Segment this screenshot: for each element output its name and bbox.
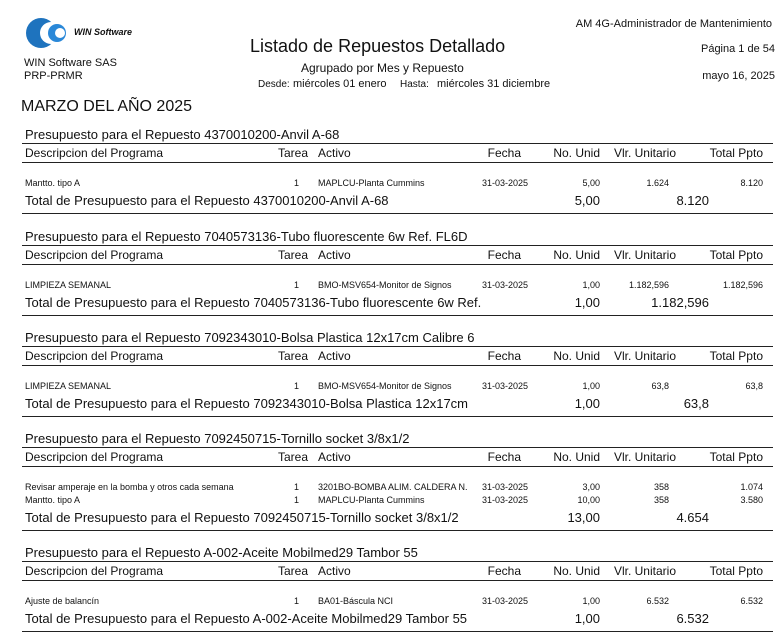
cell-vlr: 6.532 <box>646 596 669 606</box>
repuesto-section <box>0 545 777 642</box>
cell-unid: 10,00 <box>577 495 600 505</box>
report-subtitle: Agrupado por Mes y Repuesto <box>301 61 464 75</box>
section-total-value: 6.532 <box>676 611 709 626</box>
col-total: Total Ppto <box>709 450 763 464</box>
repuesto-section <box>0 330 777 430</box>
col-activo: Activo <box>318 146 351 160</box>
logo-text: WIN Software <box>74 27 133 37</box>
col-unid: No. Unid <box>553 450 600 464</box>
cell-activo: 3201BO-BOMBA ALIM. CALDERA N. <box>318 482 468 492</box>
divider <box>22 143 773 144</box>
cell-fecha: 31-03-2025 <box>481 482 528 492</box>
section-title: Presupuesto para el Repuesto 4370010200-Anvil A-68 <box>25 127 340 142</box>
section-total-unid: 5,00 <box>574 193 600 208</box>
cell-tarea: 1 <box>294 280 300 290</box>
company-code: PRP-PRMR <box>24 70 83 82</box>
divider <box>22 264 773 265</box>
section-total-value: 4.654 <box>676 510 709 525</box>
divider <box>22 213 773 214</box>
section-title: Presupuesto para el Repuesto A-002-Aceite Mobilmed29 Tambor 55 <box>25 545 418 560</box>
cell-tarea: 1 <box>294 495 300 505</box>
col-programa: Descripcion del Programa <box>25 450 164 464</box>
section-total-unid: 1,00 <box>574 396 600 411</box>
col-activo: Activo <box>318 450 351 464</box>
col-programa: Descripcion del Programa <box>25 146 164 160</box>
cell-activo: BMO-MSV654-Monitor de Signos <box>318 381 452 391</box>
col-vlr: Vlr. Unitario <box>613 564 676 578</box>
divider <box>22 162 773 163</box>
cell-unid: 1,00 <box>582 596 600 606</box>
col-programa: Descripcion del Programa <box>25 564 164 578</box>
divider <box>22 561 773 562</box>
col-vlr: Vlr. Unitario <box>613 146 676 160</box>
repuesto-section <box>0 127 777 227</box>
col-vlr: Vlr. Unitario <box>613 349 676 363</box>
cell-unid: 1,00 <box>582 381 600 391</box>
col-total: Total Ppto <box>709 146 763 160</box>
cell-vlr: 1.182,596 <box>628 280 669 290</box>
col-tarea: Tarea <box>278 248 309 262</box>
section-total-label: Total de Presupuesto para el Repuesto 7092343010-Bolsa Plastica 12x17cm <box>25 396 469 411</box>
col-total: Total Ppto <box>709 349 763 363</box>
cell-activo: BMO-MSV654-Monitor de Signos <box>318 280 452 290</box>
cell-vlr: 358 <box>653 495 669 505</box>
divider <box>22 346 773 347</box>
divider <box>22 580 773 581</box>
cell-fecha: 31-03-2025 <box>481 381 528 391</box>
cell-programa: Mantto. tipo A <box>25 495 81 505</box>
print-date: mayo 16, 2025 <box>702 70 775 82</box>
hasta-value: miércoles 31 diciembre <box>437 78 551 90</box>
cell-programa: LIMPIEZA SEMANAL <box>25 280 112 290</box>
col-unid: No. Unid <box>553 564 600 578</box>
cell-fecha: 31-03-2025 <box>481 280 528 290</box>
cell-total: 6.532 <box>740 596 763 606</box>
cell-unid: 3,00 <box>582 482 600 492</box>
cell-activo: MAPLCU-Planta Cummins <box>318 178 425 188</box>
col-activo: Activo <box>318 564 351 578</box>
report-title: Listado de Repuestos Detallado <box>250 36 506 56</box>
divider <box>22 365 773 366</box>
page-number: Página 1 de 54 <box>700 43 775 55</box>
cell-activo: BA01-Báscula NCI <box>318 596 394 606</box>
cell-tarea: 1 <box>294 178 300 188</box>
cell-tarea: 1 <box>294 381 300 391</box>
col-fecha: Fecha <box>487 146 521 160</box>
section-total-unid: 1,00 <box>574 295 600 310</box>
divider <box>22 530 773 531</box>
col-fecha: Fecha <box>487 248 521 262</box>
month-title: MARZO DEL AÑO 2025 <box>21 98 193 115</box>
section-total-value: 8.120 <box>676 193 709 208</box>
col-tarea: Tarea <box>278 349 309 363</box>
cell-total: 63,8 <box>745 381 763 391</box>
section-title: Presupuesto para el Repuesto 7092343010-Bolsa Plastica 12x17cm Calibre 6 <box>25 330 475 345</box>
cell-fecha: 31-03-2025 <box>481 495 528 505</box>
cell-programa: Revisar amperaje en la bomba y otros cada semana <box>25 482 234 492</box>
company-name: WIN Software SAS <box>24 57 117 69</box>
section-total-value: 1.182,596 <box>651 295 709 310</box>
col-tarea: Tarea <box>278 564 309 578</box>
section-total-label: Total de Presupuesto para el Repuesto A-002-Aceite Mobilmed29 Tambor 55 <box>25 611 468 626</box>
cell-total: 3.580 <box>740 495 763 505</box>
col-programa: Descripcion del Programa <box>25 248 164 262</box>
col-activo: Activo <box>318 248 351 262</box>
section-total-label: Total de Presupuesto para el Repuesto 7092450715-Tornillo socket 3/8x1/2 <box>25 510 459 525</box>
col-unid: No. Unid <box>553 146 600 160</box>
section-total-value: 63,8 <box>683 396 709 411</box>
section-total-label: Total de Presupuesto para el Repuesto 4370010200-Anvil A-68 <box>25 193 389 208</box>
cell-total: 1.074 <box>740 482 763 492</box>
cell-activo: MAPLCU-Planta Cummins <box>318 495 425 505</box>
company-logo <box>24 17 144 49</box>
divider <box>22 631 773 632</box>
cell-vlr: 358 <box>653 482 669 492</box>
col-fecha: Fecha <box>487 349 521 363</box>
col-unid: No. Unid <box>553 248 600 262</box>
cell-fecha: 31-03-2025 <box>481 596 528 606</box>
repuesto-section <box>0 431 777 541</box>
section-total-unid: 13,00 <box>567 510 600 525</box>
cell-vlr: 63,8 <box>651 381 669 391</box>
cell-programa: LIMPIEZA SEMANAL <box>25 381 112 391</box>
desde-value: miércoles 01 enero <box>293 78 387 90</box>
divider <box>22 447 773 448</box>
col-fecha: Fecha <box>487 450 521 464</box>
cell-programa: Ajuste de balancín <box>25 596 100 606</box>
cell-fecha: 31-03-2025 <box>481 178 528 188</box>
cell-unid: 1,00 <box>582 280 600 290</box>
cell-tarea: 1 <box>294 482 300 492</box>
col-unid: No. Unid <box>553 349 600 363</box>
cell-total: 8.120 <box>740 178 763 188</box>
cell-programa: Mantto. tipo A <box>25 178 81 188</box>
divider <box>22 466 773 467</box>
divider <box>22 315 773 316</box>
section-total-label: Total de Presupuesto para el Repuesto 7040573136-Tubo fluorescente 6w Ref. <box>25 295 482 310</box>
desde-label: Desde: <box>258 79 290 90</box>
col-total: Total Ppto <box>709 564 763 578</box>
cell-unid: 5,00 <box>582 178 600 188</box>
section-title: Presupuesto para el Repuesto 7040573136-Tubo fluorescente 6w Ref. FL6D <box>25 229 468 244</box>
col-fecha: Fecha <box>487 564 521 578</box>
col-tarea: Tarea <box>278 450 309 464</box>
col-activo: Activo <box>318 349 351 363</box>
section-total-unid: 1,00 <box>574 611 600 626</box>
cell-tarea: 1 <box>294 596 300 606</box>
divider <box>22 245 773 246</box>
cell-total: 1.182,596 <box>722 280 763 290</box>
col-programa: Descripcion del Programa <box>25 349 164 363</box>
divider <box>22 416 773 417</box>
section-title: Presupuesto para el Repuesto 7092450715-Tornillo socket 3/8x1/2 <box>25 431 410 446</box>
col-total: Total Ppto <box>709 248 763 262</box>
col-vlr: Vlr. Unitario <box>613 248 676 262</box>
cell-vlr: 1.624 <box>646 178 669 188</box>
report-user: AM 4G-Administrador de Mantenimiento <box>575 18 772 30</box>
hasta-label: Hasta: <box>400 79 429 90</box>
repuesto-section <box>0 229 777 329</box>
col-tarea: Tarea <box>278 146 309 160</box>
col-vlr: Vlr. Unitario <box>613 450 676 464</box>
